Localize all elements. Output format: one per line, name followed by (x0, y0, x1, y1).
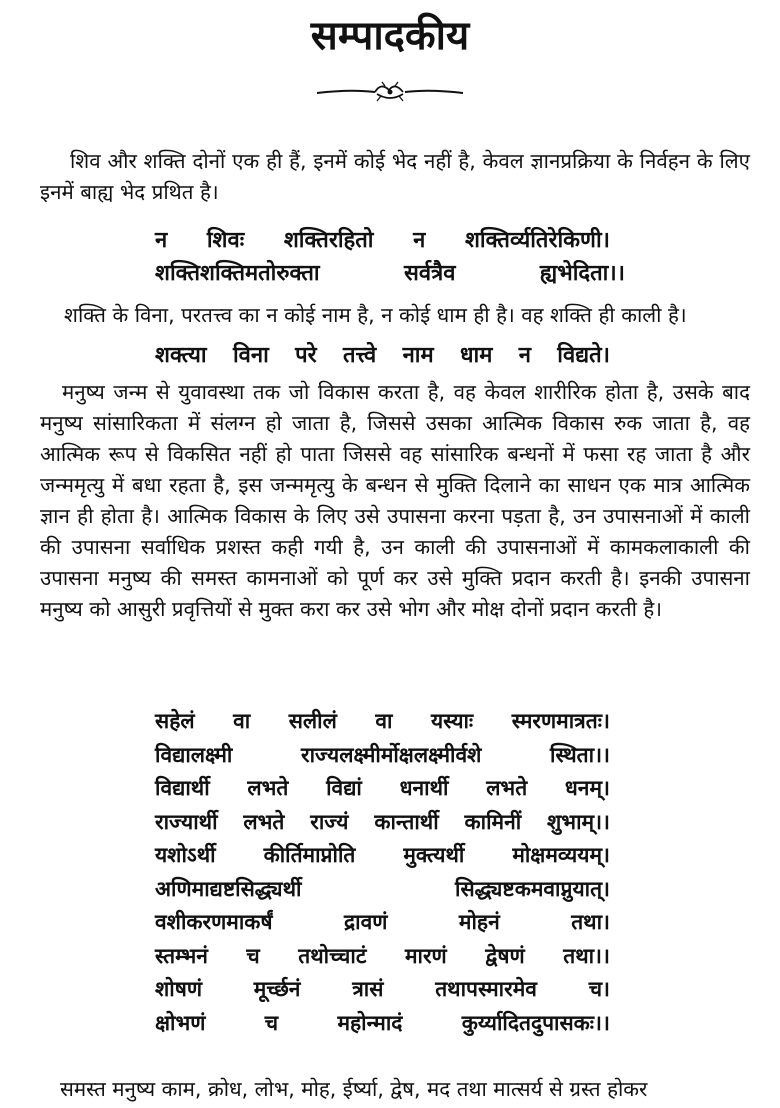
verse-word: विद्यते। (557, 343, 610, 368)
verse-word: शक्तिर्व्यतिरेकिणी। (464, 228, 610, 253)
shloka-word: लभते (486, 776, 528, 800)
shloka-word: मोहनं (458, 910, 500, 934)
shloka-word: मारणं (404, 943, 447, 968)
shloka-word: राज्यलक्ष्मीर्मोक्षलक्ष्मीर्वशे (301, 742, 482, 767)
shloka-line (155, 975, 610, 1004)
shloka-word: धनार्थी (399, 776, 449, 800)
floral-divider-icon (315, 80, 465, 104)
shloka-word: सलीलं (288, 709, 337, 733)
verse-word: सर्वत्रैव (404, 261, 456, 286)
shloka-word: यशोऽर्थी (155, 843, 216, 867)
verse-word: न (155, 228, 168, 253)
shloka-word: सहेलं (155, 709, 195, 733)
shloka-word: राज्यार्थी (155, 809, 218, 834)
page-title: सम्पादकीय (310, 13, 470, 59)
verse-word: ह्यभेदिता।। (539, 261, 625, 286)
shloka-word: कामिनीं (464, 809, 522, 834)
shloka-word: त्रासं (352, 977, 384, 1001)
shloka-word: कीर्तिमाप्नोति (263, 843, 356, 867)
shloka-word: च। (588, 977, 610, 1001)
closing-line: समस्त मनुष्य काम, क्रोध, लोभ, मोह, ईर्ष्या, द्वेष, मद तथा मात्सर्य से ग्रस्त होकर (60, 1077, 648, 1101)
verse-word: विना (232, 343, 269, 368)
shloka-word: च (246, 943, 260, 968)
verse-word: नाम (402, 343, 434, 368)
verse-word: धाम (460, 343, 493, 368)
intro-paragraph: शिव और शक्ति दोनों एक ही हैं, इनमें कोई भेद नहीं है, केवल ज्ञानप्रक्रिया के निर्वहन के लिए इनमें बाह्य भेद प्रथित है। (40, 149, 750, 204)
shloka-word: तथा।। (563, 943, 610, 968)
shloka-line (155, 774, 610, 803)
shloka-word: द्वेषणं (485, 943, 525, 968)
shloka-line (155, 908, 610, 937)
shloka-word: राज्यं (310, 809, 349, 834)
verse-line (155, 259, 625, 289)
shloka-word: विद्यार्थी (155, 776, 210, 800)
verse-line (155, 341, 610, 371)
shloka-word: स्मरणमात्रतः। (511, 709, 610, 733)
shloka-word: धनम्। (564, 776, 610, 800)
shloka-word: तथोच्चाटं (298, 943, 367, 968)
shloka-word: कान्तार्थी (374, 809, 439, 834)
verse-word: शक्तिरहितो (283, 228, 374, 253)
verse-word: न (518, 343, 531, 368)
shloka-word: विद्यां (326, 776, 362, 800)
shloka-word: द्रावणं (344, 910, 388, 934)
verse-word: परे (295, 343, 317, 368)
verse-line (155, 226, 610, 256)
body-paragraph: मनुष्य जन्म से युवावस्था तक जो विकास करता है, वह केवल शारीरिक होता है, उसके बाद मनुष्य सांसारिकता में संलग्न हो जाता है, जिससे उसका आत्मिक विकास रुक जाता है, वह आत्मिक रूप से विकसित नहीं हो पाता जिससे वह सांसारिक बन्धनों में फसा रह जाता है और जन्ममृत्यु में बधा रहता है, इस जन्ममृत्यु के बन्धन से मुक्ति दिलाने का साधन एक मात्र आत्मिक ज्ञान ही होता है। आत्मिक विकास के लिए उसे उपासना करना पड़ता है, उन उपासनाओं में काली की उपासना सर्वाधिक प्रशस्त कही गयी है, उन काली की उपासनाओं में कामकलाकाली की उपासना मनुष्य की समस्त कामनाओं को पूर्ण कर उसे मुक्ति प्रदान करती है। इनकी उपासना मनुष्य को आसुरी प्रवृत्तियों से मुक्त करा कर उसे भोग और मोक्ष दोनों प्रदान करती है। (40, 380, 750, 621)
shloka-word: लभते (243, 809, 285, 834)
shloka-word: वा (233, 709, 251, 733)
shloka-word: यस्याः (430, 709, 474, 733)
shloka-word: सिद्ध्यष्टकमवाप्नुयात्। (455, 876, 610, 901)
shloka-word: तथापस्मारमेव (435, 977, 537, 1001)
shloka-line (155, 741, 610, 770)
shloka-line (155, 841, 610, 870)
shloka-line (155, 942, 610, 971)
shloka-word: स्तम्भनं (155, 943, 208, 968)
shloka-word: वशीकरणमाकर्षं (155, 910, 273, 934)
shloka-line (155, 707, 610, 736)
shloka-word: मूर्च्छनं (253, 977, 301, 1001)
verse-word: शिवः (206, 228, 245, 253)
verse-word: शक्तिशक्तिमतोरुक्ता (155, 261, 320, 286)
shloka-word: वा (375, 709, 393, 733)
shloka-word: स्थिता।। (550, 742, 610, 767)
verse-word: न (413, 228, 426, 253)
shloka-word: शोषणं (155, 977, 203, 1001)
shloka-word: विद्यालक्ष्मी (155, 742, 233, 767)
verse-word: शक्त्या (155, 343, 207, 368)
verse-word: तत्त्वे (342, 343, 377, 368)
shloka-word: कुर्य्यादितदुपासकः।। (461, 1010, 610, 1035)
shloka-word: क्षोभणं (155, 1010, 206, 1035)
shloka-word: च (264, 1010, 279, 1035)
shloka-line (155, 875, 610, 904)
shloka-word: मोक्षमव्ययम्। (512, 843, 610, 867)
shloka-word: मुक्त्यर्थी (403, 843, 465, 867)
shloka-word: शुभाम्।। (547, 809, 610, 834)
shloka-word: महोन्मादं (337, 1010, 403, 1035)
shloka-word: अणिमाद्यष्टसिद्ध्यर्थी (155, 876, 302, 901)
shakti-statement: शक्ति के विना, परतत्त्व का न कोई नाम है, न कोई धाम ही है। वह शक्ति ही काली है। (64, 303, 687, 327)
shloka-word: लभते (247, 776, 289, 800)
shloka-line (155, 1009, 610, 1038)
shloka-word: तथा। (571, 910, 610, 934)
shloka-line (155, 808, 610, 837)
